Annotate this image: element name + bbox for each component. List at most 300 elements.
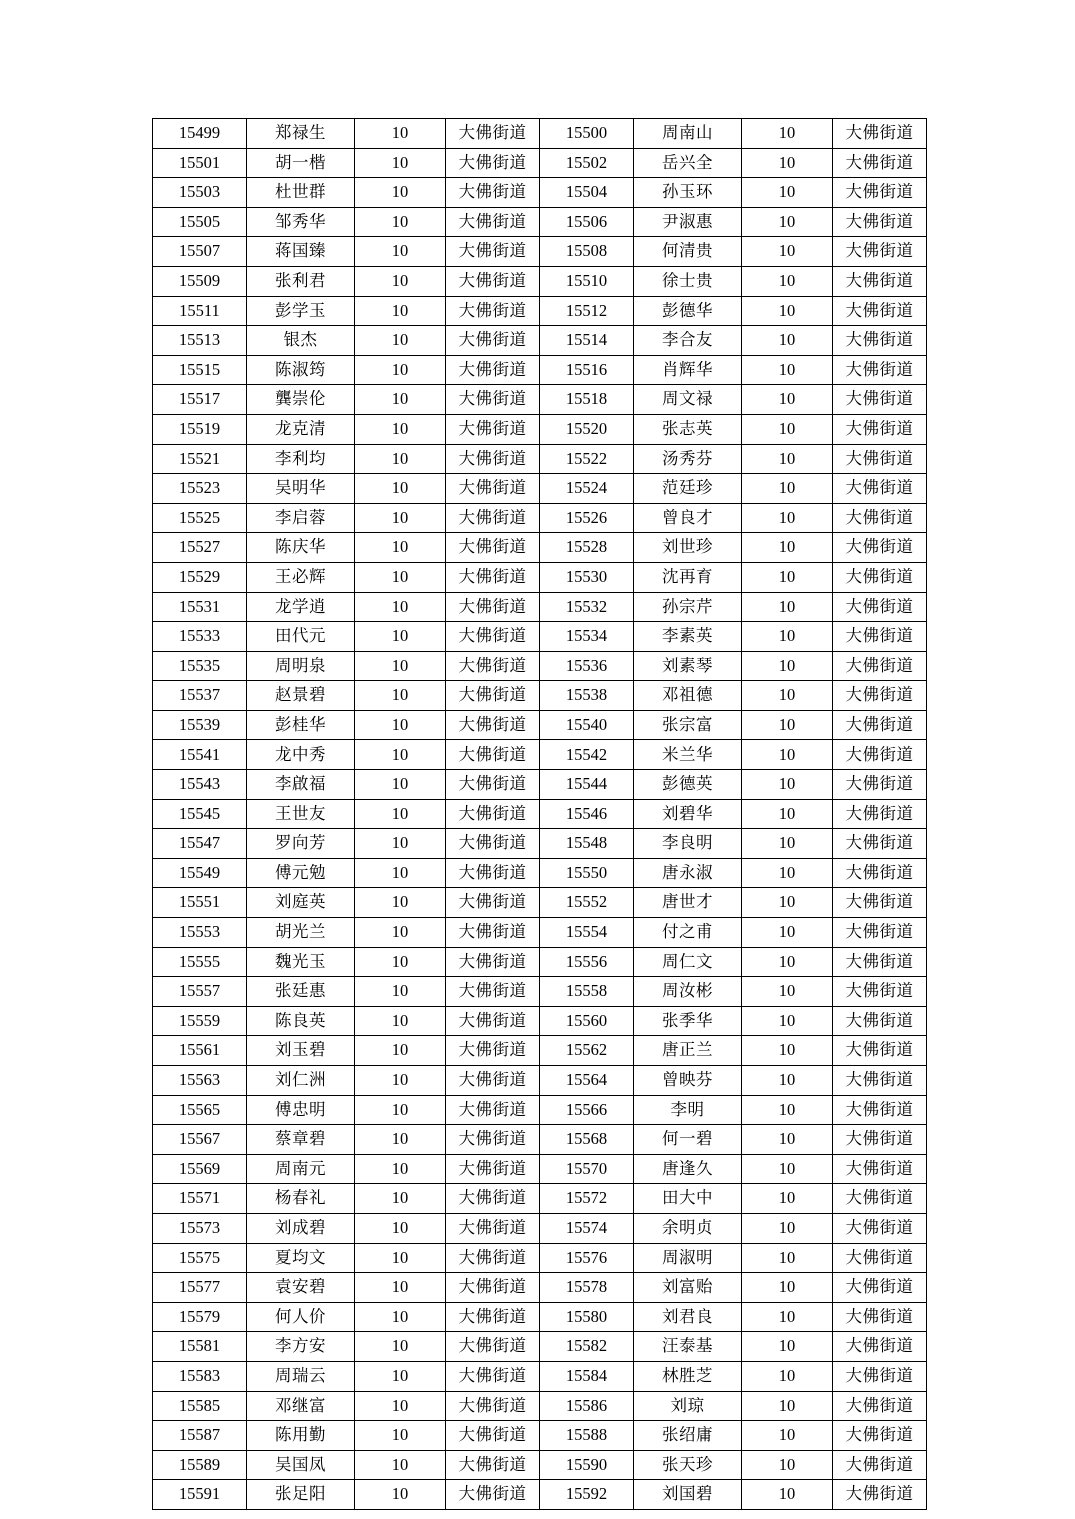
cell-id: 15512 xyxy=(540,296,634,326)
cell-amount: 10 xyxy=(355,444,446,474)
cell-name: 彭桂华 xyxy=(247,710,355,740)
cell-name: 肖辉华 xyxy=(634,355,742,385)
cell-area: 大佛街道 xyxy=(446,326,540,356)
cell-id: 15500 xyxy=(540,119,634,149)
cell-amount: 10 xyxy=(355,681,446,711)
cell-id: 15522 xyxy=(540,444,634,474)
cell-area: 大佛街道 xyxy=(833,1213,927,1243)
cell-amount: 10 xyxy=(742,119,833,149)
cell-id: 15521 xyxy=(153,444,247,474)
cell-name: 刘玉碧 xyxy=(247,1036,355,1066)
cell-area: 大佛街道 xyxy=(446,1391,540,1421)
cell-area: 大佛街道 xyxy=(833,1006,927,1036)
cell-amount: 10 xyxy=(742,474,833,504)
table-row xyxy=(153,503,927,533)
cell-id: 15525 xyxy=(153,503,247,533)
cell-id: 15571 xyxy=(153,1184,247,1214)
cell-amount: 10 xyxy=(355,1302,446,1332)
cell-id: 15536 xyxy=(540,651,634,681)
cell-name: 孙宗芹 xyxy=(634,592,742,622)
cell-amount: 10 xyxy=(355,947,446,977)
cell-amount: 10 xyxy=(742,710,833,740)
cell-area: 大佛街道 xyxy=(833,533,927,563)
cell-amount: 10 xyxy=(742,1213,833,1243)
cell-area: 大佛街道 xyxy=(446,385,540,415)
cell-id: 15549 xyxy=(153,858,247,888)
cell-name: 田代元 xyxy=(247,622,355,652)
cell-area: 大佛街道 xyxy=(833,1095,927,1125)
table-row xyxy=(153,1213,927,1243)
table-row xyxy=(153,414,927,444)
cell-amount: 10 xyxy=(742,1332,833,1362)
cell-id: 15539 xyxy=(153,710,247,740)
cell-id: 15511 xyxy=(153,296,247,326)
table-row xyxy=(153,947,927,977)
table-row xyxy=(153,266,927,296)
cell-name: 周瑞云 xyxy=(247,1361,355,1391)
cell-amount: 10 xyxy=(355,1273,446,1303)
cell-amount: 10 xyxy=(355,1095,446,1125)
cell-name: 刘碧华 xyxy=(634,799,742,829)
cell-name: 龙学逍 xyxy=(247,592,355,622)
cell-id: 15585 xyxy=(153,1391,247,1421)
roster-table-body xyxy=(153,119,927,1510)
cell-name: 汪泰基 xyxy=(634,1332,742,1362)
cell-amount: 10 xyxy=(742,266,833,296)
cell-area: 大佛街道 xyxy=(833,770,927,800)
cell-area: 大佛街道 xyxy=(833,1480,927,1510)
cell-area: 大佛街道 xyxy=(833,799,927,829)
cell-area: 大佛街道 xyxy=(833,237,927,267)
cell-amount: 10 xyxy=(742,148,833,178)
cell-name: 刘世珍 xyxy=(634,533,742,563)
cell-name: 周明泉 xyxy=(247,651,355,681)
table-row xyxy=(153,622,927,652)
cell-name: 田大中 xyxy=(634,1184,742,1214)
cell-id: 15508 xyxy=(540,237,634,267)
cell-name: 尹淑惠 xyxy=(634,207,742,237)
cell-area: 大佛街道 xyxy=(833,207,927,237)
cell-id: 15513 xyxy=(153,326,247,356)
cell-name: 陈淑筠 xyxy=(247,355,355,385)
cell-name: 张宗富 xyxy=(634,710,742,740)
cell-name: 魏光玉 xyxy=(247,947,355,977)
cell-name: 杨春礼 xyxy=(247,1184,355,1214)
cell-name: 周淑明 xyxy=(634,1243,742,1273)
cell-amount: 10 xyxy=(742,1361,833,1391)
cell-amount: 10 xyxy=(355,1213,446,1243)
cell-id: 15516 xyxy=(540,355,634,385)
cell-name: 刘琼 xyxy=(634,1391,742,1421)
cell-id: 15523 xyxy=(153,474,247,504)
cell-id: 15569 xyxy=(153,1154,247,1184)
cell-name: 蔡章碧 xyxy=(247,1125,355,1155)
cell-area: 大佛街道 xyxy=(446,1302,540,1332)
cell-name: 袁安碧 xyxy=(247,1273,355,1303)
cell-area: 大佛街道 xyxy=(446,148,540,178)
cell-area: 大佛街道 xyxy=(833,1066,927,1096)
cell-amount: 10 xyxy=(742,1095,833,1125)
cell-id: 15558 xyxy=(540,977,634,1007)
cell-area: 大佛街道 xyxy=(833,622,927,652)
cell-id: 15532 xyxy=(540,592,634,622)
cell-amount: 10 xyxy=(355,1361,446,1391)
cell-amount: 10 xyxy=(742,1184,833,1214)
cell-amount: 10 xyxy=(742,681,833,711)
cell-area: 大佛街道 xyxy=(446,1095,540,1125)
cell-amount: 10 xyxy=(355,1066,446,1096)
cell-name: 岳兴全 xyxy=(634,148,742,178)
cell-area: 大佛街道 xyxy=(446,1273,540,1303)
cell-amount: 10 xyxy=(742,770,833,800)
table-row xyxy=(153,296,927,326)
cell-amount: 10 xyxy=(355,1036,446,1066)
cell-area: 大佛街道 xyxy=(833,1450,927,1480)
cell-name: 张利君 xyxy=(247,266,355,296)
cell-amount: 10 xyxy=(355,148,446,178)
cell-area: 大佛街道 xyxy=(833,918,927,948)
cell-name: 银杰 xyxy=(247,326,355,356)
table-row xyxy=(153,888,927,918)
cell-amount: 10 xyxy=(355,829,446,859)
cell-amount: 10 xyxy=(742,1243,833,1273)
cell-id: 15501 xyxy=(153,148,247,178)
cell-name: 刘庭英 xyxy=(247,888,355,918)
cell-amount: 10 xyxy=(355,1332,446,1362)
cell-amount: 10 xyxy=(742,858,833,888)
cell-area: 大佛街道 xyxy=(833,1391,927,1421)
cell-name: 龔崇伦 xyxy=(247,385,355,415)
cell-id: 15506 xyxy=(540,207,634,237)
cell-id: 15552 xyxy=(540,888,634,918)
cell-area: 大佛街道 xyxy=(833,444,927,474)
cell-id: 15577 xyxy=(153,1273,247,1303)
table-row xyxy=(153,1361,927,1391)
cell-id: 15533 xyxy=(153,622,247,652)
cell-name: 李良明 xyxy=(634,829,742,859)
cell-id: 15504 xyxy=(540,178,634,208)
cell-name: 林胜芝 xyxy=(634,1361,742,1391)
cell-amount: 10 xyxy=(742,740,833,770)
cell-name: 唐永淑 xyxy=(634,858,742,888)
cell-name: 李素英 xyxy=(634,622,742,652)
cell-area: 大佛街道 xyxy=(446,651,540,681)
cell-amount: 10 xyxy=(355,1391,446,1421)
cell-area: 大佛街道 xyxy=(833,562,927,592)
cell-amount: 10 xyxy=(355,296,446,326)
cell-area: 大佛街道 xyxy=(446,1332,540,1362)
cell-area: 大佛街道 xyxy=(446,562,540,592)
cell-id: 15550 xyxy=(540,858,634,888)
table-row xyxy=(153,326,927,356)
cell-name: 何清贵 xyxy=(634,237,742,267)
cell-name: 余明贞 xyxy=(634,1213,742,1243)
cell-name: 李明 xyxy=(634,1095,742,1125)
cell-id: 15562 xyxy=(540,1036,634,1066)
cell-name: 沈再育 xyxy=(634,562,742,592)
cell-amount: 10 xyxy=(355,1450,446,1480)
cell-amount: 10 xyxy=(355,385,446,415)
cell-amount: 10 xyxy=(355,592,446,622)
cell-id: 15592 xyxy=(540,1480,634,1510)
table-row xyxy=(153,681,927,711)
cell-name: 张足阳 xyxy=(247,1480,355,1510)
table-row xyxy=(153,1066,927,1096)
cell-area: 大佛街道 xyxy=(833,1421,927,1451)
cell-name: 彭学玉 xyxy=(247,296,355,326)
cell-area: 大佛街道 xyxy=(446,207,540,237)
cell-name: 吴国凤 xyxy=(247,1450,355,1480)
cell-id: 15537 xyxy=(153,681,247,711)
table-row xyxy=(153,829,927,859)
table-row xyxy=(153,1243,927,1273)
cell-name: 范廷珍 xyxy=(634,474,742,504)
cell-name: 周汝彬 xyxy=(634,977,742,1007)
cell-name: 刘富贻 xyxy=(634,1273,742,1303)
cell-name: 张季华 xyxy=(634,1006,742,1036)
cell-area: 大佛街道 xyxy=(446,237,540,267)
cell-amount: 10 xyxy=(355,651,446,681)
table-row xyxy=(153,444,927,474)
cell-name: 龙克清 xyxy=(247,414,355,444)
cell-id: 15524 xyxy=(540,474,634,504)
cell-id: 15515 xyxy=(153,355,247,385)
cell-name: 李方安 xyxy=(247,1332,355,1362)
cell-amount: 10 xyxy=(355,1480,446,1510)
cell-name: 王世友 xyxy=(247,799,355,829)
cell-name: 米兰华 xyxy=(634,740,742,770)
cell-id: 15582 xyxy=(540,1332,634,1362)
cell-id: 15559 xyxy=(153,1006,247,1036)
cell-area: 大佛街道 xyxy=(833,296,927,326)
cell-area: 大佛街道 xyxy=(833,1332,927,1362)
cell-area: 大佛街道 xyxy=(446,799,540,829)
cell-name: 邹秀华 xyxy=(247,207,355,237)
cell-name: 唐逢久 xyxy=(634,1154,742,1184)
cell-area: 大佛街道 xyxy=(446,681,540,711)
cell-name: 郑禄生 xyxy=(247,119,355,149)
cell-name: 周南山 xyxy=(634,119,742,149)
cell-name: 邓祖德 xyxy=(634,681,742,711)
cell-name: 刘素琴 xyxy=(634,651,742,681)
cell-amount: 10 xyxy=(355,799,446,829)
cell-id: 15581 xyxy=(153,1332,247,1362)
cell-id: 15503 xyxy=(153,178,247,208)
cell-amount: 10 xyxy=(355,1125,446,1155)
cell-name: 彭德华 xyxy=(634,296,742,326)
cell-id: 15564 xyxy=(540,1066,634,1096)
cell-name: 李合友 xyxy=(634,326,742,356)
cell-area: 大佛街道 xyxy=(833,1036,927,1066)
cell-amount: 10 xyxy=(742,385,833,415)
cell-id: 15505 xyxy=(153,207,247,237)
cell-area: 大佛街道 xyxy=(446,947,540,977)
cell-amount: 10 xyxy=(742,1066,833,1096)
cell-id: 15544 xyxy=(540,770,634,800)
cell-id: 15529 xyxy=(153,562,247,592)
cell-amount: 10 xyxy=(742,444,833,474)
cell-amount: 10 xyxy=(355,207,446,237)
cell-name: 罗向芳 xyxy=(247,829,355,859)
cell-amount: 10 xyxy=(742,178,833,208)
cell-id: 15509 xyxy=(153,266,247,296)
cell-id: 15557 xyxy=(153,977,247,1007)
table-row xyxy=(153,977,927,1007)
cell-name: 陈庆华 xyxy=(247,533,355,563)
cell-id: 15556 xyxy=(540,947,634,977)
cell-name: 何一碧 xyxy=(634,1125,742,1155)
table-row xyxy=(153,148,927,178)
cell-name: 周南元 xyxy=(247,1154,355,1184)
cell-name: 曾映芬 xyxy=(634,1066,742,1096)
cell-amount: 10 xyxy=(355,1184,446,1214)
cell-area: 大佛街道 xyxy=(833,1184,927,1214)
cell-area: 大佛街道 xyxy=(446,296,540,326)
cell-area: 大佛街道 xyxy=(446,266,540,296)
cell-amount: 10 xyxy=(742,207,833,237)
table-row xyxy=(153,178,927,208)
cell-amount: 10 xyxy=(742,414,833,444)
cell-amount: 10 xyxy=(742,296,833,326)
cell-amount: 10 xyxy=(742,355,833,385)
cell-area: 大佛街道 xyxy=(833,829,927,859)
cell-name: 周仁文 xyxy=(634,947,742,977)
cell-area: 大佛街道 xyxy=(833,1243,927,1273)
table-row xyxy=(153,1273,927,1303)
cell-area: 大佛街道 xyxy=(833,681,927,711)
cell-area: 大佛街道 xyxy=(446,1154,540,1184)
cell-id: 15530 xyxy=(540,562,634,592)
cell-amount: 10 xyxy=(742,503,833,533)
cell-area: 大佛街道 xyxy=(833,1154,927,1184)
cell-name: 刘国碧 xyxy=(634,1480,742,1510)
cell-name: 陈良英 xyxy=(247,1006,355,1036)
cell-name: 何人价 xyxy=(247,1302,355,1332)
cell-name: 张绍庸 xyxy=(634,1421,742,1451)
table-row xyxy=(153,1095,927,1125)
cell-id: 15566 xyxy=(540,1095,634,1125)
cell-id: 15520 xyxy=(540,414,634,444)
cell-name: 胡光兰 xyxy=(247,918,355,948)
cell-amount: 10 xyxy=(355,977,446,1007)
table-row xyxy=(153,770,927,800)
table-row xyxy=(153,1154,927,1184)
cell-id: 15561 xyxy=(153,1036,247,1066)
cell-amount: 10 xyxy=(355,710,446,740)
cell-id: 15575 xyxy=(153,1243,247,1273)
cell-area: 大佛街道 xyxy=(833,710,927,740)
cell-amount: 10 xyxy=(742,326,833,356)
cell-amount: 10 xyxy=(355,1154,446,1184)
table-row xyxy=(153,207,927,237)
table-row xyxy=(153,1391,927,1421)
table-row xyxy=(153,1480,927,1510)
cell-amount: 10 xyxy=(742,918,833,948)
cell-id: 15560 xyxy=(540,1006,634,1036)
cell-area: 大佛街道 xyxy=(446,740,540,770)
table-row xyxy=(153,740,927,770)
cell-name: 胡一楷 xyxy=(247,148,355,178)
cell-area: 大佛街道 xyxy=(833,326,927,356)
cell-amount: 10 xyxy=(355,266,446,296)
cell-amount: 10 xyxy=(742,1421,833,1451)
cell-area: 大佛街道 xyxy=(446,622,540,652)
cell-name: 陈用勤 xyxy=(247,1421,355,1451)
cell-name: 刘仁洲 xyxy=(247,1066,355,1096)
cell-area: 大佛街道 xyxy=(833,740,927,770)
cell-amount: 10 xyxy=(355,178,446,208)
cell-area: 大佛街道 xyxy=(446,592,540,622)
cell-name: 夏均文 xyxy=(247,1243,355,1273)
cell-area: 大佛街道 xyxy=(833,947,927,977)
table-row xyxy=(153,1036,927,1066)
cell-area: 大佛街道 xyxy=(446,355,540,385)
cell-name: 邓继富 xyxy=(247,1391,355,1421)
cell-amount: 10 xyxy=(742,651,833,681)
cell-id: 15502 xyxy=(540,148,634,178)
cell-area: 大佛街道 xyxy=(833,474,927,504)
cell-id: 15589 xyxy=(153,1450,247,1480)
cell-area: 大佛街道 xyxy=(833,1302,927,1332)
cell-amount: 10 xyxy=(355,533,446,563)
cell-id: 15534 xyxy=(540,622,634,652)
cell-amount: 10 xyxy=(742,1391,833,1421)
cell-amount: 10 xyxy=(355,1006,446,1036)
cell-id: 15531 xyxy=(153,592,247,622)
cell-area: 大佛街道 xyxy=(833,651,927,681)
cell-id: 15572 xyxy=(540,1184,634,1214)
cell-area: 大佛街道 xyxy=(833,503,927,533)
cell-amount: 10 xyxy=(355,858,446,888)
cell-area: 大佛街道 xyxy=(446,444,540,474)
cell-area: 大佛街道 xyxy=(446,474,540,504)
cell-id: 15586 xyxy=(540,1391,634,1421)
cell-area: 大佛街道 xyxy=(446,503,540,533)
table-row xyxy=(153,1421,927,1451)
cell-amount: 10 xyxy=(742,888,833,918)
cell-amount: 10 xyxy=(355,622,446,652)
cell-area: 大佛街道 xyxy=(446,1243,540,1273)
cell-id: 15567 xyxy=(153,1125,247,1155)
table-row xyxy=(153,1125,927,1155)
cell-amount: 10 xyxy=(355,237,446,267)
cell-id: 15554 xyxy=(540,918,634,948)
cell-id: 15517 xyxy=(153,385,247,415)
cell-id: 15580 xyxy=(540,1302,634,1332)
cell-amount: 10 xyxy=(742,1450,833,1480)
cell-amount: 10 xyxy=(742,1154,833,1184)
cell-id: 15519 xyxy=(153,414,247,444)
table-row xyxy=(153,592,927,622)
cell-name: 付之甫 xyxy=(634,918,742,948)
table-row xyxy=(153,533,927,563)
cell-area: 大佛街道 xyxy=(446,1125,540,1155)
cell-area: 大佛街道 xyxy=(833,888,927,918)
cell-name: 孙玉环 xyxy=(634,178,742,208)
cell-amount: 10 xyxy=(355,1243,446,1273)
cell-area: 大佛街道 xyxy=(446,710,540,740)
cell-name: 汤秀芬 xyxy=(634,444,742,474)
cell-area: 大佛街道 xyxy=(446,1184,540,1214)
cell-amount: 10 xyxy=(742,829,833,859)
cell-name: 张志英 xyxy=(634,414,742,444)
cell-amount: 10 xyxy=(742,1036,833,1066)
cell-amount: 10 xyxy=(742,592,833,622)
cell-id: 15584 xyxy=(540,1361,634,1391)
table-row xyxy=(153,1006,927,1036)
cell-area: 大佛街道 xyxy=(446,770,540,800)
cell-id: 15499 xyxy=(153,119,247,149)
